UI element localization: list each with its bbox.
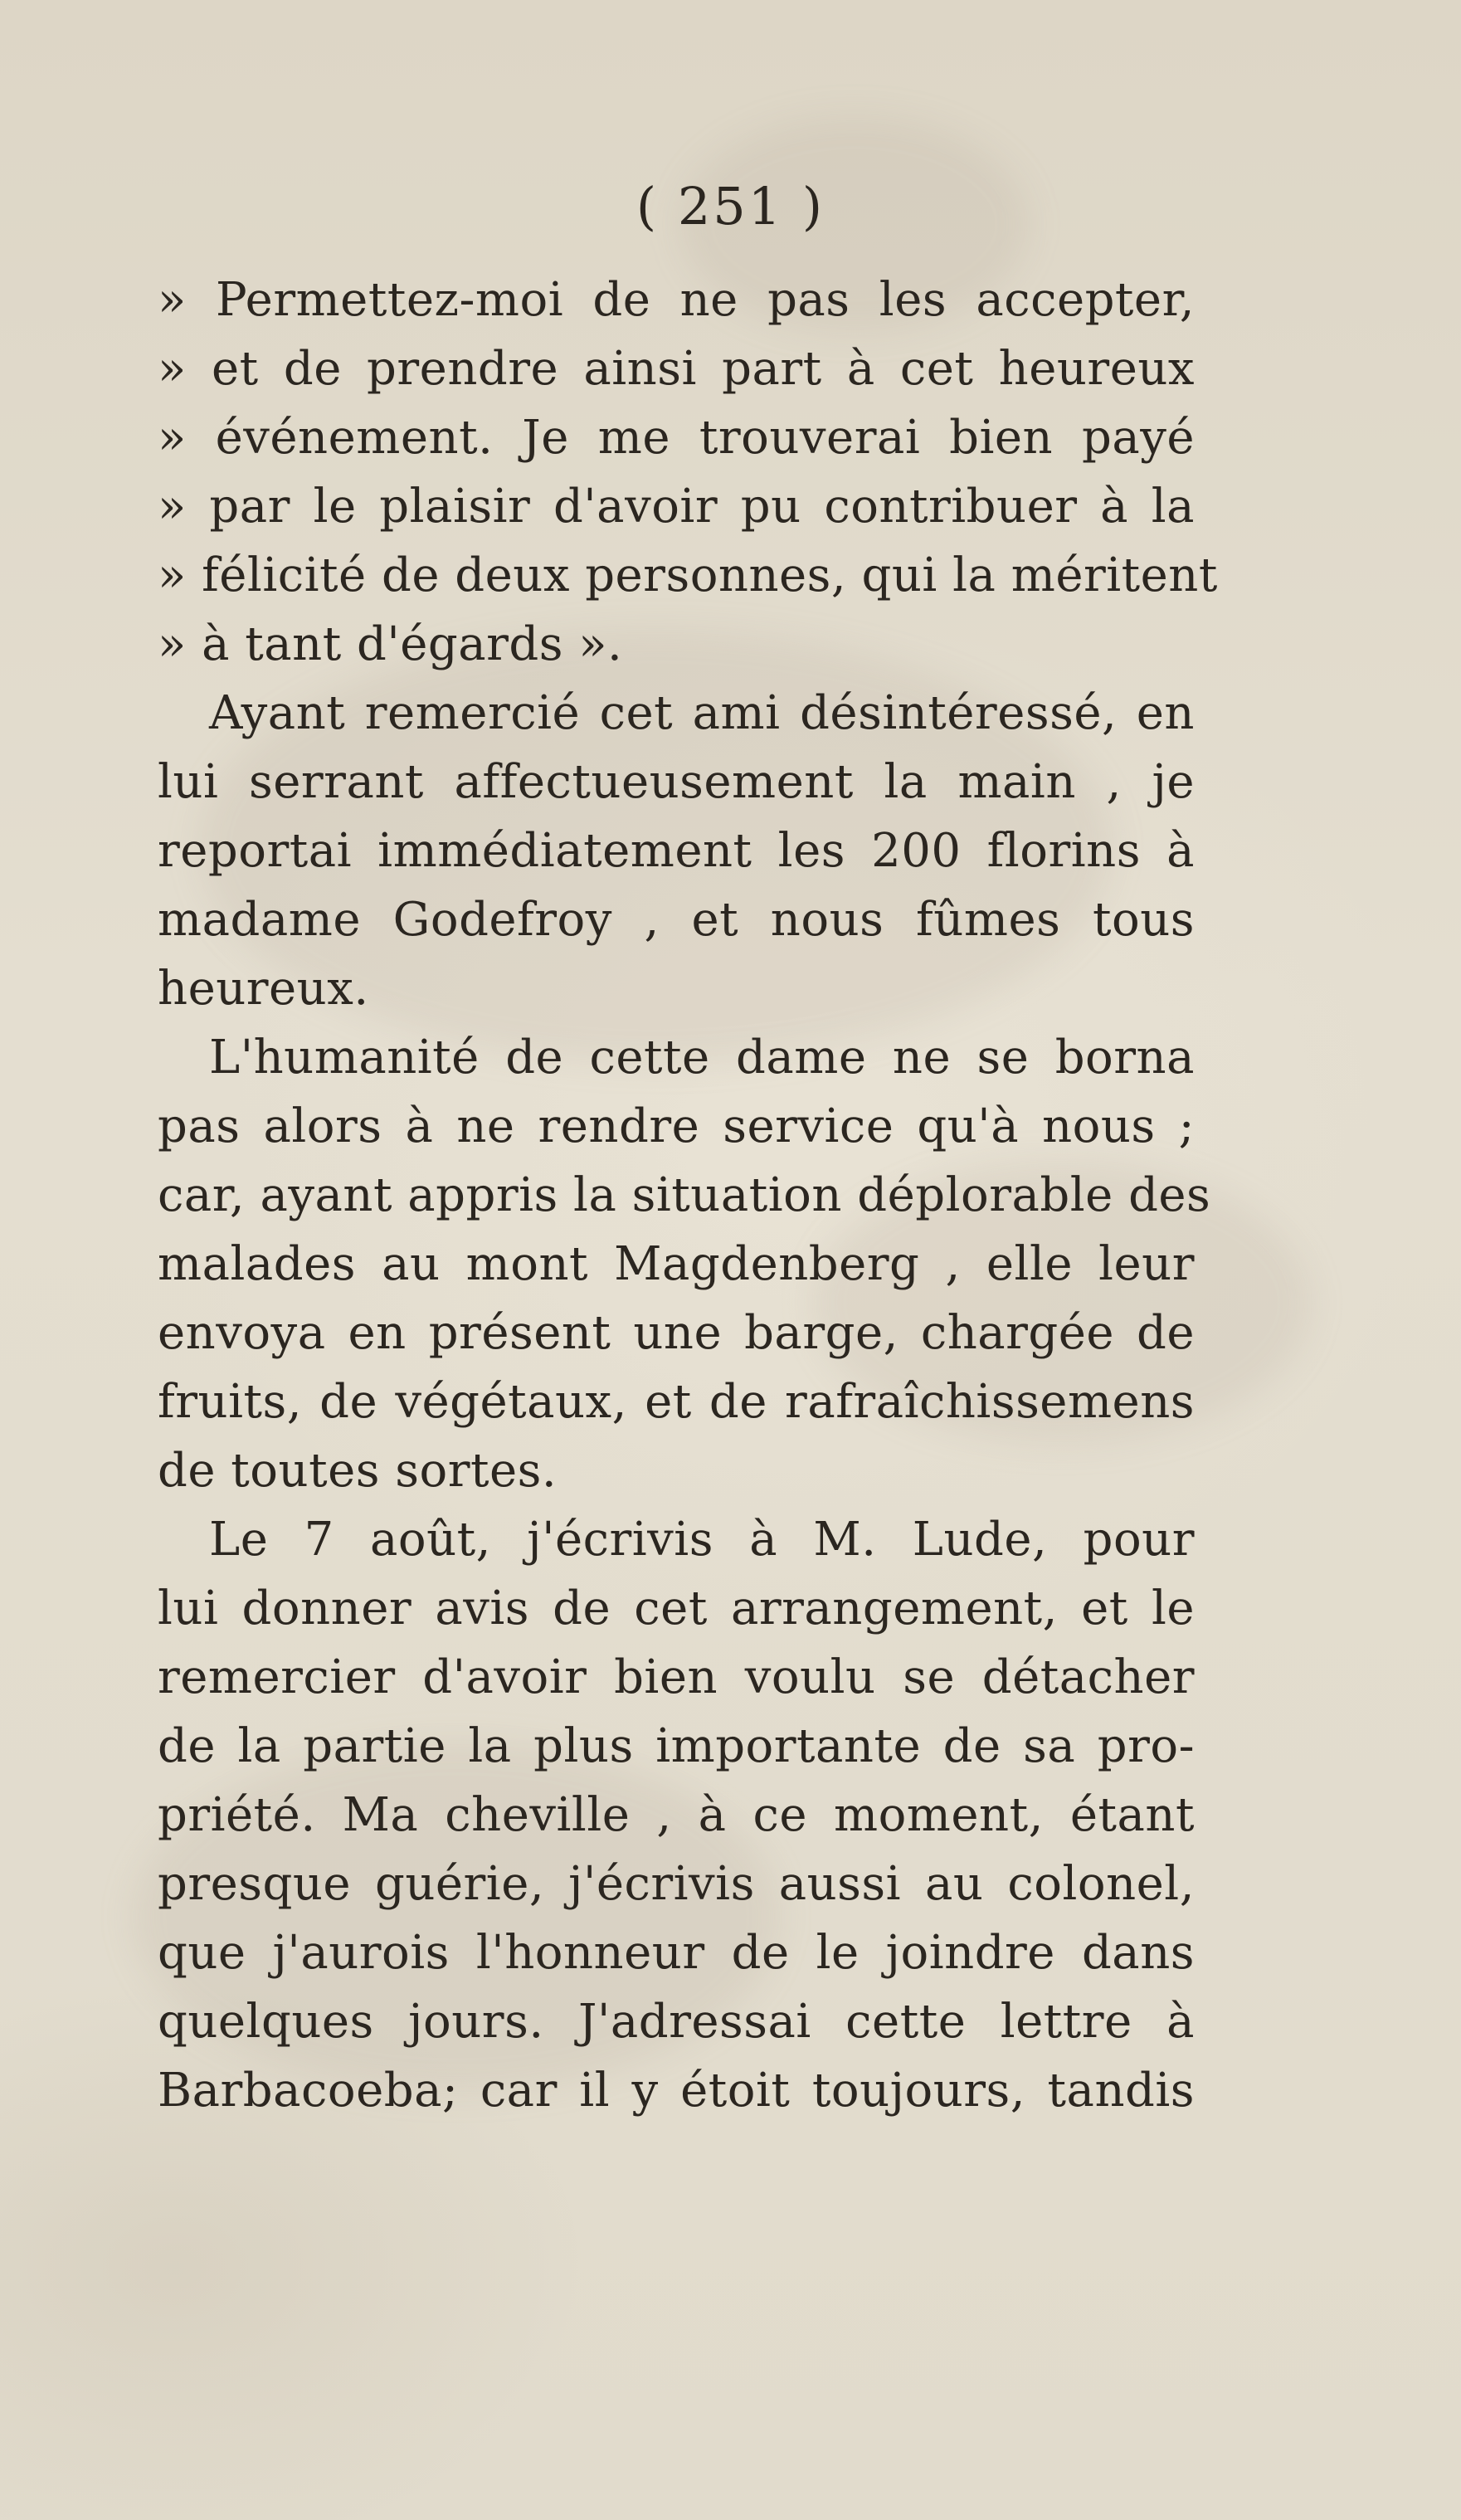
text-line: heureux. <box>158 962 369 1016</box>
text-line: madame Godefroy , et nous fûmes tous <box>158 893 1195 947</box>
text-line: quelques jours. J'adressai cette lettre à <box>158 1995 1195 2049</box>
text-line: » Permettez-moi de ne pas les accepter, <box>158 273 1195 327</box>
body-text <box>158 266 1218 2125</box>
text-line: car, ayant appris la situation déplorable des <box>158 1168 1211 1222</box>
text-line: envoya en présent une barge, chargée de <box>158 1306 1195 1360</box>
text-line: lui donner avis de cet arrangement, et le <box>158 1582 1195 1635</box>
text-line: remercier d'avoir bien voulu se détacher <box>158 1650 1195 1704</box>
text-line: lui serrant affectueusement la main , je <box>158 755 1195 809</box>
text-line: » et de prendre ainsi part à cet heureux <box>158 342 1195 396</box>
text-line: » par le plaisir d'avoir pu contribuer à la <box>158 480 1195 534</box>
text-line: que j'aurois l'honneur de le joindre dans <box>158 1926 1195 1980</box>
text-line: presque guérie, j'écrivis aussi au colonel, <box>158 1857 1195 1911</box>
text-line: » événement. Je me trouverai bien payé <box>158 411 1195 465</box>
text-line: malades au mont Magdenberg , elle leur <box>158 1237 1195 1291</box>
paragraph-first-line: Ayant remercié cet ami désintéressé, en <box>209 686 1195 740</box>
text-line: de la partie la plus importante de sa pro- <box>158 1719 1195 1773</box>
paragraph-first-line: L'humanité de cette dame ne se borna <box>209 1031 1195 1085</box>
text-line: pas alors à ne rendre service qu'à nous ; <box>158 1099 1195 1153</box>
paragraph-first-line: Le 7 août, j'écrivis à M. Lude, pour <box>209 1513 1195 1567</box>
text-line: priété. Ma cheville , à ce moment, étant <box>158 1788 1195 1842</box>
text-line: » félicité de deux personnes, qui la méritent <box>158 548 1218 602</box>
text-line: Barbacoeba; car il y étoit toujours, tandis <box>158 2064 1195 2118</box>
text-line: fruits, de végétaux, et de rafraîchissemens <box>158 1375 1195 1429</box>
text-line: de toutes sortes. <box>158 1444 558 1498</box>
text-line: reportai immédiatement les 200 florins à <box>158 824 1195 878</box>
page-number: ( 251 ) <box>636 176 825 236</box>
text-line: » à tant d'égards ». <box>158 617 623 671</box>
